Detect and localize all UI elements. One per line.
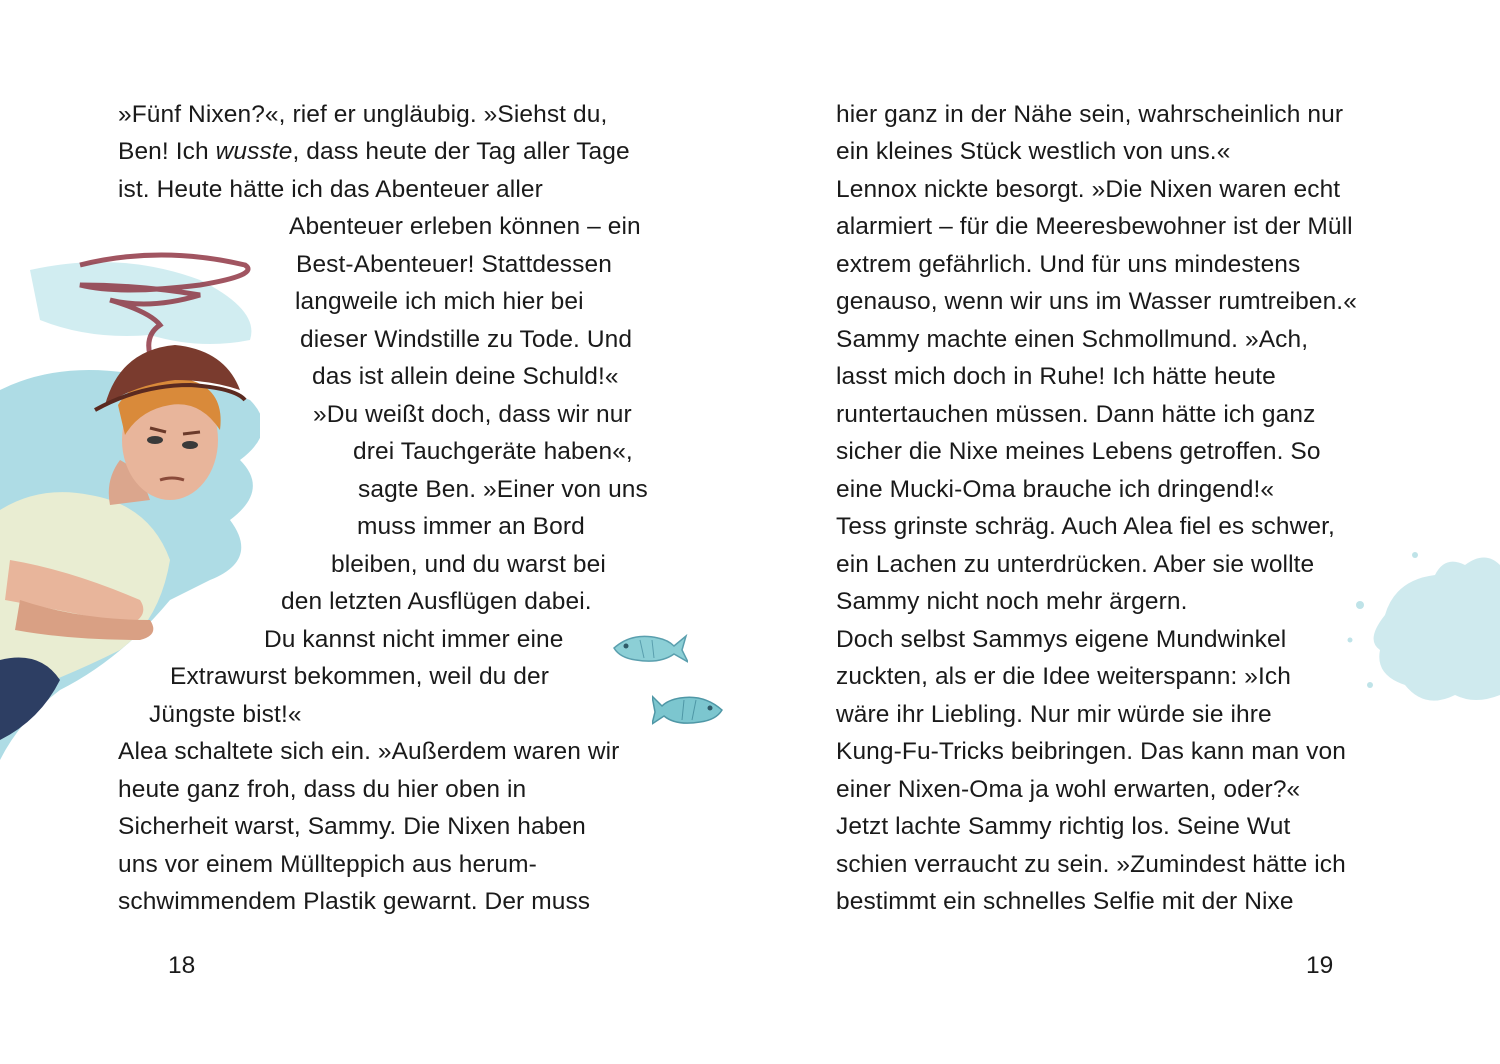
text-line: Du kannst nicht immer eine: [264, 626, 564, 653]
text-line: Jüngste bist!«: [149, 701, 302, 728]
text-line: den letzten Ausflügen dabei.: [281, 588, 592, 615]
text-line: bestimmt ein schnelles Selfie mit der Nixe: [836, 888, 1294, 915]
text-line: ist. Heute hätte ich das Abenteuer aller: [118, 176, 543, 203]
text-line: Tess grinste schräg. Auch Alea fiel es schwer,: [836, 513, 1335, 540]
text-line: ein Lachen zu unterdrücken. Aber sie wollte: [836, 551, 1315, 578]
page-number: 19: [1306, 952, 1334, 979]
text-line: eine Mucki-Oma brauche ich dringend!«: [836, 476, 1275, 503]
text-line: muss immer an Bord: [357, 513, 585, 540]
text-line: sagte Ben. »Einer von uns: [358, 476, 648, 503]
text-line: wäre ihr Liebling. Nur mir würde sie ihre: [836, 701, 1272, 728]
fish-icon: [610, 628, 688, 666]
text-line: lasst mich doch in Ruhe! Ich hätte heute: [836, 363, 1276, 390]
text-line: drei Tauchgeräte haben«,: [353, 438, 633, 465]
text-line: Best-Abenteuer! Stattdessen: [296, 251, 612, 278]
text-line: bleiben, und du warst bei: [331, 551, 606, 578]
text-line: dieser Windstille zu Tode. Und: [300, 326, 633, 353]
text-line: Doch selbst Sammys eigene Mundwinkel: [836, 626, 1287, 653]
text-line: Jetzt lachte Sammy richtig los. Seine Wut: [836, 813, 1291, 840]
text-line: langweile ich mich hier bei: [295, 288, 584, 315]
text-line: das ist allein deine Schuld!«: [312, 363, 619, 390]
text-line: »Fünf Nixen?«, rief er ungläubig. »Siehst du,: [118, 101, 608, 128]
right-page: [750, 0, 1500, 1064]
text-line: sicher die Nixe meines Lebens getroffen. So: [836, 438, 1321, 465]
text-line: Sammy machte einen Schmollmund. »Ach,: [836, 326, 1309, 353]
text-line: Lennox nickte besorgt. »Die Nixen waren echt: [836, 176, 1341, 203]
text-line: alarmiert – für die Meeresbewohner ist der Müll: [836, 213, 1353, 240]
page-number: 18: [168, 952, 196, 979]
text-line: hier ganz in der Nähe sein, wahrscheinlich nur: [836, 101, 1344, 128]
text-line: extrem gefährlich. Und für uns mindestens: [836, 251, 1301, 278]
text-line: zuckten, als er die Idee weiterspann: »Ich: [836, 663, 1291, 690]
text-line: schwimmendem Plastik gewarnt. Der muss: [118, 888, 591, 915]
text-line: uns vor einem Müllteppich aus herum-: [118, 851, 537, 878]
text-line: Abenteuer erleben können – ein: [289, 213, 641, 240]
text-line: schien verraucht zu sein. »Zumindest hätte ich: [836, 851, 1346, 878]
text-line: einer Nixen-Oma ja wohl erwarten, oder?«: [836, 776, 1301, 803]
text-line: Ben! Ich wusste, dass heute der Tag aller Tage: [118, 138, 630, 165]
text-line: Kung-Fu-Tricks beibringen. Das kann man von: [836, 738, 1346, 765]
text-line: Extrawurst bekommen, weil du der: [170, 663, 550, 690]
text-line: genauso, wenn wir uns im Wasser rumtreiben.«: [836, 288, 1357, 315]
fish-icon: [652, 688, 726, 728]
text-line: Sammy nicht noch mehr ärgern.: [836, 588, 1188, 615]
text-line: »Du weißt doch, dass wir nur: [313, 401, 632, 428]
text-line: Sicherheit warst, Sammy. Die Nixen haben: [118, 813, 586, 840]
text-line: runtertauchen müssen. Dann hätte ich ganz: [836, 401, 1316, 428]
text-line: Alea schaltete sich ein. »Außerdem waren wir: [118, 738, 620, 765]
watercolor-splash-icon: [1345, 545, 1500, 715]
text-line: ein kleines Stück westlich von uns.«: [836, 138, 1231, 165]
text-line: heute ganz froh, dass du hier oben in: [118, 776, 527, 803]
